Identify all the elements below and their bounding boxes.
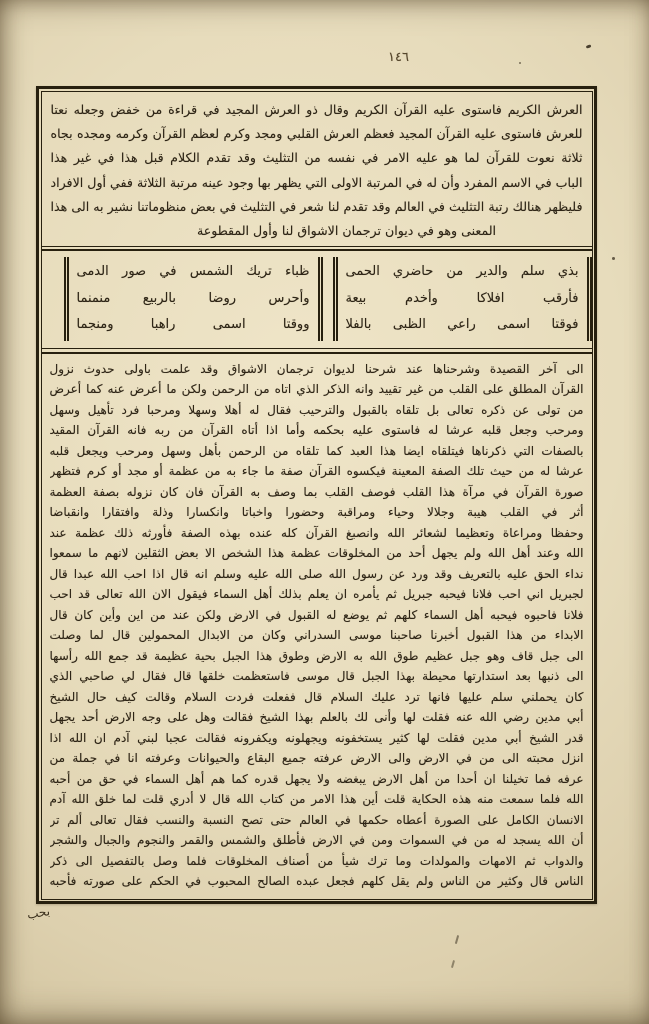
ink-speck <box>612 257 615 260</box>
verse-line: وأحرس روضا بالربيع منمنما <box>76 290 310 306</box>
body-text-line: الله وعند أهل الله ولم يجهل أحد من المخلوقات عظمة هذا الشخص الا بعض الثقلين لانهم ما سمعوا <box>49 546 584 561</box>
verse-line: بذي سلم والدير من حاضري الحمى <box>345 264 579 280</box>
body-text-line: عرفه فما تخيلنا ان أحدا من أهل الارض يبغضه ولا يجهل قدره كما هم أهل السماء في حق من أحبه <box>49 771 584 786</box>
body-text-line: والدواب ثم الامهات والمولدات وما ترك شيأ من أصناف المخلوقات فلما وصل بالتفصيل الى ذكر <box>49 853 584 868</box>
body-text-line: انزل محبته الى من في الارض والى الارض عرفته جميع البقاع والحيوانات وعرفته انا في جملة من <box>49 751 584 766</box>
top-text-line: العرش الكريم فاستوى عليه القرآن الكريم وقال ذو العرش المجيد في قراءة من خفض وجعله نعتا <box>50 101 583 117</box>
verse-line: فأرقب افلاكا وأخدم بيعة <box>345 290 579 306</box>
body-text-line: ومرحب وجعل قلبه عرشا له فاستوى عليه بحكمه وأما اذا أتاه القرآن من ربه فانه القرآن المقيد <box>49 423 584 438</box>
verse-line: فوقتا اسمى راعي الظبى بالفلا <box>345 317 579 333</box>
ink-speck <box>455 935 459 944</box>
body-text-line: عرشا له من حيث تلك الصفة المعينة فيكسوه القرآن صفة ما جاء به من عظمة أو مجد أو كرم فتظهر <box>49 464 584 479</box>
top-text-line: المعنى وهو في ديوان ترجمان الاشواق لنا وأول المقطوعة <box>196 223 497 239</box>
poetry-section <box>42 251 592 348</box>
top-text-line: فليظهر هنالك رتبة التثليث في العالم وقد تقدم لنا شعر في التثليث في بعض منظوماتنا نشير به الى هذا <box>50 199 583 215</box>
body-text-line: من تولى عن ذكره تعالى بل تلقاه بالقبول والترحيب فقال له أهلا وسهلا ومرحبا فرد تأهيل وسهل <box>49 402 584 417</box>
body-text-line: الابداء من هذا القبول أخبرنا صاحبنا موسى السدراني وكان من الابدال المحمولين قال لما وصلت <box>49 628 584 643</box>
verse-line: ظباء تريك الشمس في صور الدمى <box>76 264 310 280</box>
body-text-line: أبي مدين رضي الله عنه فقلت لها وأنى لك بالعلم بهذا الشيخ فقالت وهل على وجه الارض أحد يجهل <box>49 710 584 725</box>
verse-line: ووقتا اسمى راهبا ومنجما <box>76 317 310 333</box>
ink-speck <box>586 44 592 48</box>
body-text-line: صورة القرآن في مرآة هذا القلب فوصف القلب بما وصف به القرآن فان كان نزوله بصفة العظمة <box>49 484 584 499</box>
body-text-line: كان يحملني سلم عليها فانها ترد عليك السلام قال ففعلت فردت السلام وقالت كيف حال الشيخ <box>49 689 584 704</box>
body-text-line: بالصفات التي ذكرناها فيتلقاه ايضا هذا العبد كما تلقاه من الرحمن بأهل وسهل ومرحب ويجعل قلبه <box>49 443 584 458</box>
body-text-line: القرآن المطلق على القلب من غير تقييد وانه الذكر الذي اتاه من الرحمن ولكن ما أعرض عنه كما أعرض <box>49 382 584 397</box>
body-text-line: الى آخر القصيدة وشرحناها عند شرحنا لديوان ترجمان الاشواق وقد علمت باولى حدوث نزول <box>49 361 584 376</box>
verse-column-right <box>333 257 592 341</box>
top-text-line: ثلاثة نعوت للقرآن لما هو عليه الامر في نفسه من التثليث وقد تقدم الكلام قبل هذا في غير هذا <box>50 150 583 166</box>
text-frame-inner <box>41 91 593 900</box>
body-text-line: أن الله يسجد له من في السموات ومن في الارض فأطلق والشمس والقمر والنجوم والجبال والشجر <box>49 833 584 848</box>
body-text-line: نداء الحق عليه بالتعريف وقد ورد عن رسول الله صلى الله عليه وسلم انه قال اذا احب الله عبدا قال <box>49 566 584 581</box>
ink-speck <box>519 62 521 64</box>
main-text-block <box>42 354 592 896</box>
body-text-line: فلانا فاحبوه فيحبه أهل السماء كلهم ثم يوضع له القبول في الارض ولكن عند من اين وأين كان قال <box>49 607 584 622</box>
top-text-line: الباب في الاسم المفرد وأن له في المرتبة الاولى التي يظهر بها وجود عينه مرتبة الثلاثة ففي أول الافراد <box>50 174 583 190</box>
body-text-line: الى ذنبها بعد استدارتها محيطة بهذا الجبل قال موسى فاستعظمت خلقها قال فقال لي صاحبي الذي <box>49 669 584 684</box>
top-text-block <box>42 92 592 246</box>
body-text-line: لجبريل اني احب فلانا فيحبه جبريل ثم يأمره ان يعلم بذلك أهل السماء فيقول الان الله تعالى قد احب <box>49 587 584 602</box>
page-number: ١٤٦ <box>388 50 409 65</box>
top-text-line: للعرش فاستوى عليه القرآن المجيد فعظم العرش القلبي ومجد وكرم لعظم القرآن وكرمه ومجده بجاه <box>50 125 583 141</box>
catchword: بحب <box>25 904 51 922</box>
body-text-line: أثر في القلب هيبة وجلالا وحياء ومراقبة وحضورا واخباتا وانكسارا وذلة وافتقارا وانقباضا <box>49 505 584 520</box>
body-text-line: الناس قال وكثير من الناس ولم يقل كلهم فجعل عبده الصالح المحبوب في الحكم على صورته فأحبه <box>49 874 584 889</box>
ink-speck <box>451 960 455 968</box>
body-text-line: الله فلما سمعت منه هذه الحكاية قلت أين هذا الامر من كتاب الله قال لا أدري قلت لما خلق الله آدم <box>49 792 584 807</box>
body-text-line: قدر الشيخ أبي مدين فقلت لها كثير يستخفونه ويجهلونه ويكفرونه فقالت عجبا لبني آدم ان الله اذا <box>49 730 584 745</box>
body-text-line: الى جبل قاف وهو جبل عظيم طوق الله به الارض وطوق هذا الجبل بحية عظيمة قد جمع الله رأسها <box>49 648 584 663</box>
verse-column-left <box>64 257 323 341</box>
text-frame-border <box>36 86 597 904</box>
body-text-line: الانسان الكامل على الصورة أعطاه حكمها في العالم حتى تصح النسبة والنسب فقال تعالى ألم تر <box>49 812 584 827</box>
body-text-line: وحفظا ومراعاة وتعظيما لشعائر الله وانصبغ القرآن كله عنده بهذه الصفة فأورثه ذلك عظمة عند <box>49 525 584 540</box>
